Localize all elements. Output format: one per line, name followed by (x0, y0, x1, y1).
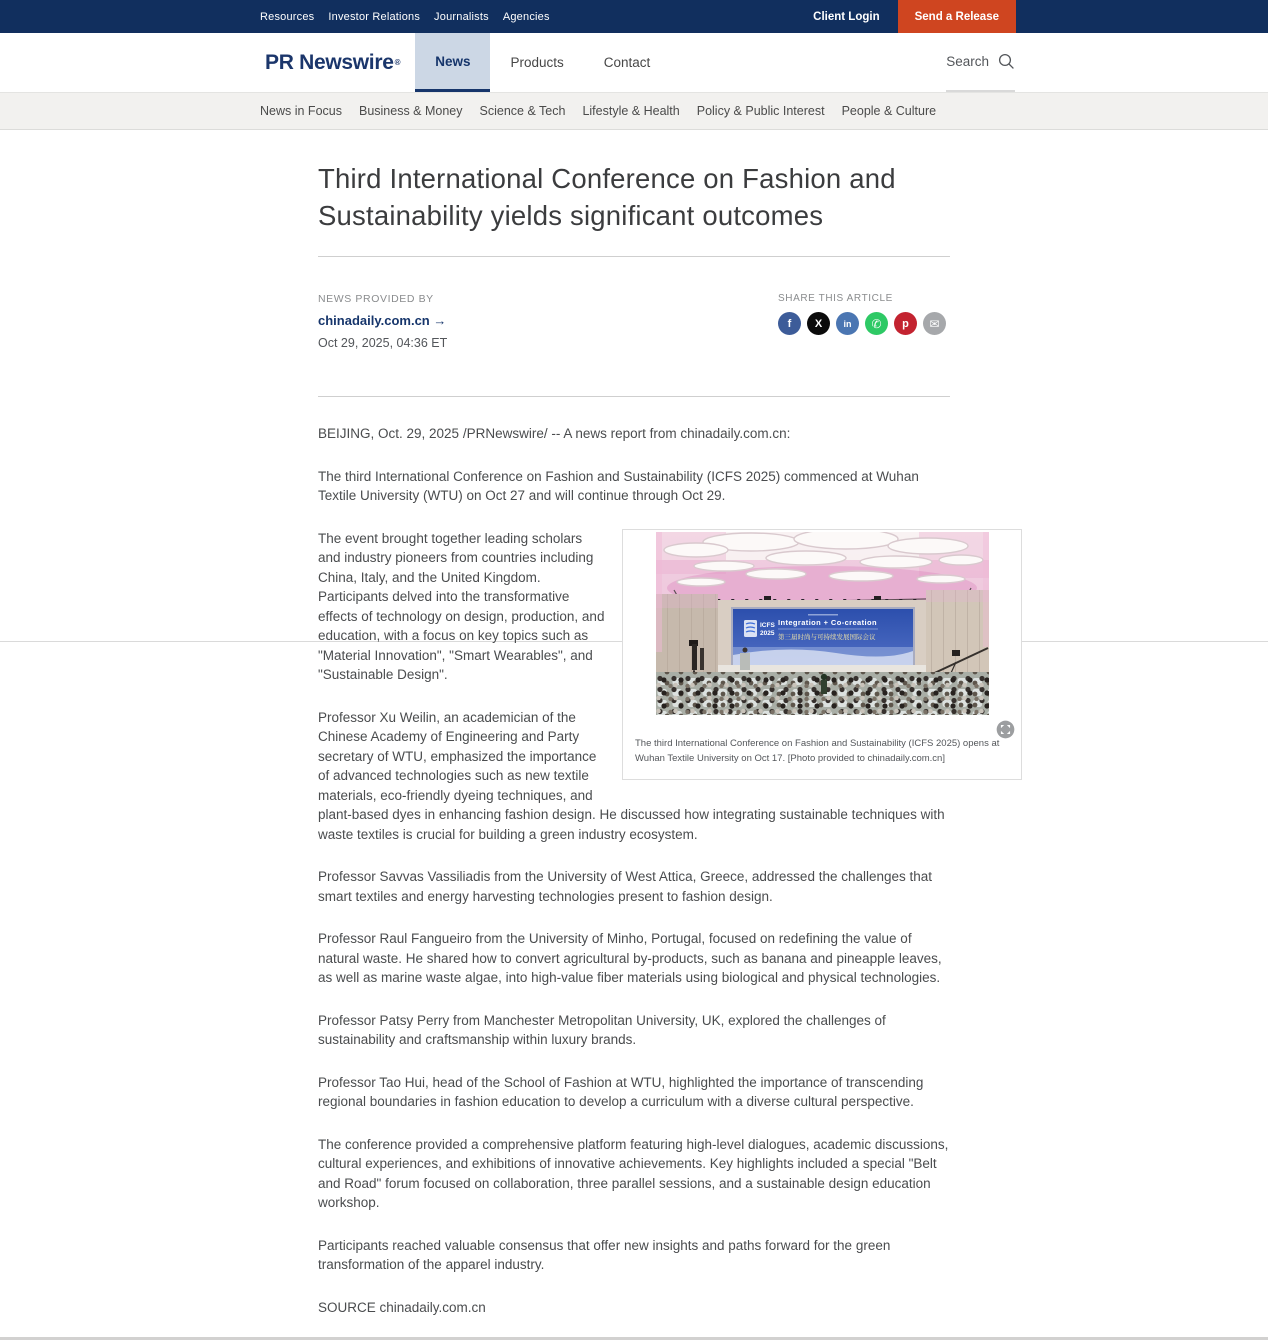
linkedin-glyph: in (843, 318, 852, 329)
screen-subtitle-text: 第三届时尚与可持续发展国际会议 (777, 633, 875, 641)
nav-tab-news[interactable]: News (415, 33, 490, 92)
share-whatsapp-icon[interactable] (865, 312, 888, 335)
provided-by-label: NEWS PROVIDED BY (318, 293, 434, 305)
paragraph: Professor Xu Weilin, an academician of the Chinese Academy of Engineering and Party secretary of WTU, emphasized the importance of advanced technologies such as new textile materials, eco-friendly dyeing techniques, and plant-based dyes in enhancing fashion design. He discussed how integrating sustainable techniques with waste textiles is crucial for building a green industry ecosystem. (318, 709, 945, 842)
pinterest-glyph: p (902, 317, 909, 330)
client-login-link[interactable]: Client Login (813, 10, 880, 23)
news-provided-by (318, 293, 447, 350)
source-org-link[interactable] (318, 313, 446, 328)
share-linkedin-icon[interactable] (836, 312, 859, 335)
top-utility-bar (0, 0, 1268, 33)
main-header (0, 33, 1268, 92)
article-meta (318, 257, 950, 374)
publish-date: Oct 29, 2025, 04:36 ET (318, 336, 448, 350)
main-nav (415, 33, 670, 92)
figure-caption: The third International Conference on Fashion and Sustainability (ICFS 2025) opens at Wuhan Textile University on Oct 17. [Photo provided to chinadaily.com.cn] (635, 737, 1000, 765)
share-block (778, 293, 950, 350)
share-pinterest-icon[interactable] (894, 312, 917, 335)
subnav-policy-public-interest[interactable]: Policy & Public Interest (696, 104, 825, 118)
paragraph: BEIJING, Oct. 29, 2025 /PRNewswire/ -- A news report from chinadaily.com.cn: (318, 426, 791, 441)
paragraph: The conference provided a comprehensive platform featuring high-level dialogues, academic discussions, cultural experiences, and exhibitions of innovative achievements. Key highlights included a special "Belt and Road" forum focused on collaboration, three parallel sessions, and a sustainable design education workshop. (318, 1136, 949, 1210)
envelope-glyph: ✉ (929, 316, 940, 331)
logo-text: PR Newswire (265, 50, 394, 74)
subnav-lifestyle-health[interactable]: Lifestyle & Health (582, 104, 680, 118)
topbar-right (795, 0, 1016, 33)
expand-icon (996, 720, 1015, 739)
article-title: Third International Conference on Fashion and Sustainability yields significant outcomes (318, 163, 896, 231)
send-a-release-button[interactable]: Send a Release (898, 0, 1016, 33)
pr-newswire-logo[interactable] (265, 33, 400, 92)
expand-image-button[interactable] (996, 720, 1015, 739)
share-label: SHARE THIS ARTICLE (778, 293, 893, 304)
topbar-link-resources[interactable]: Resources (260, 10, 315, 23)
share-email-icon[interactable] (923, 312, 946, 335)
whatsapp-glyph: ✆ (871, 316, 882, 331)
topbar-link-journalists[interactable]: Journalists (434, 10, 489, 23)
nav-tab-products[interactable]: Products (510, 55, 564, 70)
paragraph: Professor Savvas Vassiliadis from the University of West Attica, Greece, addressed the challenges that smart textiles and energy harvesting technologies present to fashion design. (318, 869, 933, 904)
subnav-people-culture[interactable]: People & Culture (841, 104, 937, 118)
paragraph: Professor Patsy Perry from Manchester Metropolitan University, UK, explored the challenges of sustainability and craftsmanship within luxury brands. (318, 1012, 886, 1047)
registered-mark: ® (394, 58, 401, 67)
paragraph: The third International Conference on Fashion and Sustainability (ICFS 2025) commenced at Wuhan Textile University (WTU) on Oct 27 and will continue through Oct 29. (318, 468, 919, 503)
screen-logo (744, 620, 775, 637)
search-control[interactable] (946, 33, 1015, 92)
subnav-science-tech[interactable]: Science & Tech (479, 104, 566, 118)
article (318, 160, 1000, 1317)
nav-tab-contact[interactable]: Contact (603, 55, 651, 70)
paragraph: Participants reached valuable consensus that offer new insights and paths forward for the green transformation of the apparel industry. (318, 1237, 891, 1272)
source-line: SOURCE chinadaily.com.cn (318, 1299, 486, 1315)
subnav-news-in-focus[interactable]: News in Focus (260, 104, 342, 118)
search-label: Search (946, 54, 989, 69)
article-figure (622, 529, 1022, 780)
arrow-right-icon: → (433, 313, 447, 328)
paragraph: The event brought together leading scholars and industry pioneers from countries including China, Italy, and the United Kingdom. Participants delved into the transformative effects of technology on design, production, and education, with a focus on key topics such as "Material Innovation", "Smart Wearables", and "Sustainable Design". (318, 530, 605, 682)
topbar-link-investor-relations[interactable]: Investor Relations (328, 10, 421, 23)
subnav-business-money[interactable]: Business & Money (358, 104, 463, 118)
search-icon (998, 53, 1015, 70)
article-body (318, 397, 1000, 1317)
screen-title-text: Integration + Co-creation (777, 617, 877, 627)
topbar-link-agencies[interactable]: Agencies (502, 10, 550, 23)
topbar-links (260, 0, 550, 33)
svg-text:2025: 2025 (759, 629, 774, 637)
paragraph: Professor Raul Fangueiro from the University of Minho, Portugal, focused on redefining the value of natural waste. He shared how to convert agricultural by-products, such as banana and pineapple leaves, as well as marine waste algae, into high-value fiber materials using biological and physical technologies. (318, 931, 942, 985)
paragraph: Professor Tao Hui, head of the School of Fashion at WTU, highlighted the importance of transcending regional boundaries in fashion education to develop a curriculum with a diverse cultural perspective. (318, 1074, 924, 1109)
category-subnav (0, 92, 1268, 130)
svg-text:ICFS: ICFS (759, 621, 775, 629)
conference-photo[interactable] (656, 532, 989, 715)
facebook-glyph: f (787, 317, 792, 330)
share-x-icon[interactable] (807, 312, 830, 335)
x-glyph: X (814, 317, 823, 330)
share-facebook-icon[interactable] (778, 312, 801, 335)
source-org-name: chinadaily.com.cn (318, 313, 430, 328)
share-icons (778, 312, 950, 335)
